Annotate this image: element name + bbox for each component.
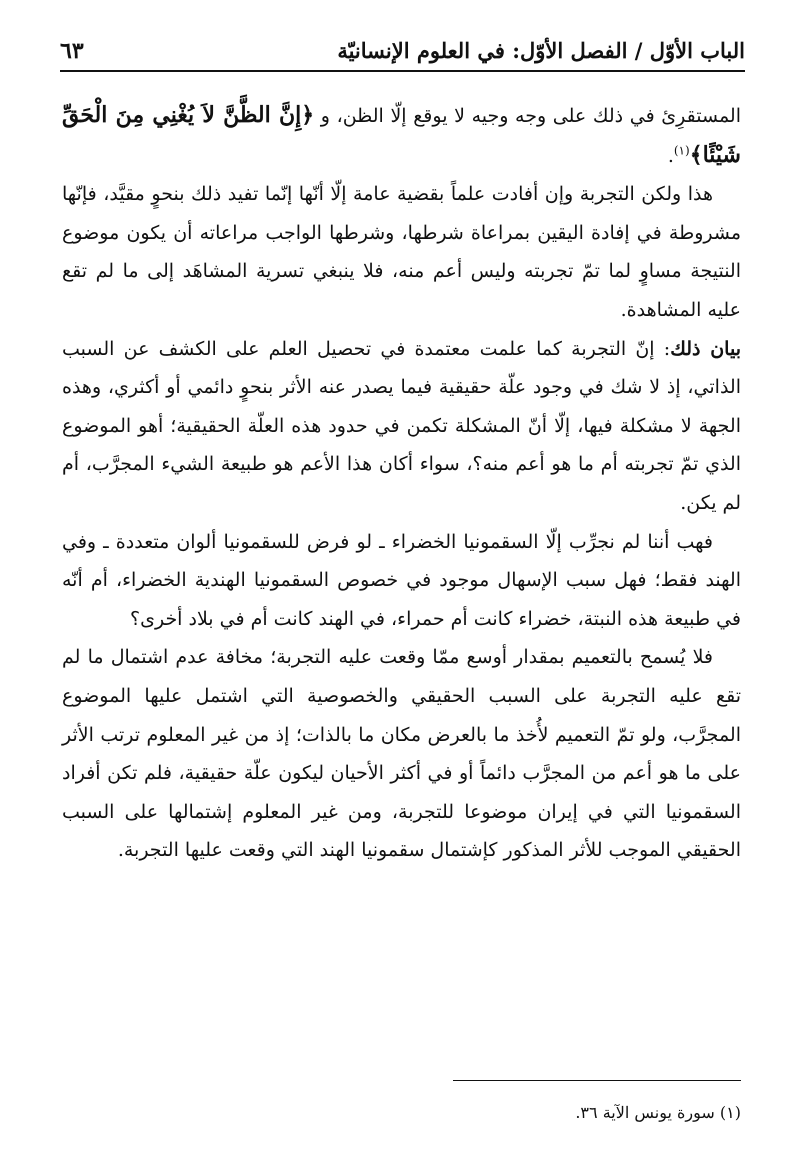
quran-verse: ﴿إِنَّ الظَّنَّ لاَ يُغْنِي مِنَ الْحَقِّ شَيْئًا﴾: [62, 102, 741, 168]
paragraph-3-lead-in: بيان ذلك: [670, 337, 741, 360]
main-text: [62, 96, 741, 870]
footnote-rule: [453, 1080, 741, 1081]
paragraph-5: فلا يُسمح بالتعميم بمقدار أوسع ممّا وقعت عليه التجربة؛ مخافة عدم اشتمال ما لم تقع عليه التجربة على السبب الحقيقي والخصوصية التي اشتمل عليها الموضوع المجرَّب، ولو تمّ التعميم لأُخذ ما بالعرض مكان ما بالذات؛ إذ من غير المعلوم ترتب الأثر على ما هو أعم من المجرَّب دائماً أو في أكثر الأحيان ليكون علّة حقيقية، فلم تكن أفراد السقمونيا التي في إيران موضوعا للتجربة، ومن غير المعلوم إشتمالها على السبب الحقيقي الموجب للأثر المذكور كإشتمال سقمونيا الهند التي وقعت عليها التجربة.: [62, 646, 741, 862]
page-header: [60, 26, 745, 66]
paragraph-3-text: : إنّ التجربة كما علمت معتمدة في تحصيل العلم على الكشف عن السبب الذاتي، إذ لا شك في وجود علّة حقيقية فيما يصدر عنه الأثر بنحوٍ دائمي أو أكثري، وهذه الجهة لا مشكلة فيها، إلّا أنّ المشكلة تكمن في حدود هذه العلّة الحقيقية؛ أهو الموضوع الذي تمّ تجربته أم ما هو أعم منه؟، سواء أكان هذا الأعم هو طبيعة الشيء المجرَّب، أم لم يكن.: [62, 337, 741, 514]
paragraph-1-end: .: [667, 144, 674, 167]
footnote-reference: (١): [673, 143, 690, 158]
paragraph-3: [62, 330, 741, 523]
page-number: ٦٣: [60, 38, 84, 64]
footnote: (١) سورة يونس الآية ٣٦.: [575, 1103, 741, 1122]
paragraph-4: فهب أننا لم نجرِّب إلّا السقمونيا الخضراء ـ لو فرض للسقمونيا ألوان متعددة ـ وفي الهند فقط؛ فهل سبب الإسهال موجود في خصوص السقمونيا الهندية الخضراء، أم أنّه في طبيعة هذه النبتة، خضراء كانت أم حمراء، في الهند كانت أم في بلاد أخرى؟: [62, 530, 741, 630]
paragraph-2: هذا ولكن التجربة وإن أفادت علماً بقضية عامة إلّا أنّها إنّما تفيد ذلك بنحوٍ مقيَّد، فإنّها مشروطة في إفادة اليقين بمراعاة شرطها، وشرطها الواجب مراعاته أن يكون موضوع النتيجة مساوٍ لما تمّ تجربته وليس أعم منه، فلا ينبغي تسرية المشاهَد إلى ما لم تقع عليه المشاهدة.: [62, 183, 741, 321]
paragraph-1: [62, 96, 741, 175]
running-head: الباب الأوّل / الفصل الأوّل: في العلوم الإنسانيّة: [337, 38, 745, 63]
paragraph-1-text: المستقرِئ في ذلك على وجه وجيه لا يوقع إلّا الظن، و: [314, 105, 742, 127]
header-rule: [60, 70, 745, 72]
